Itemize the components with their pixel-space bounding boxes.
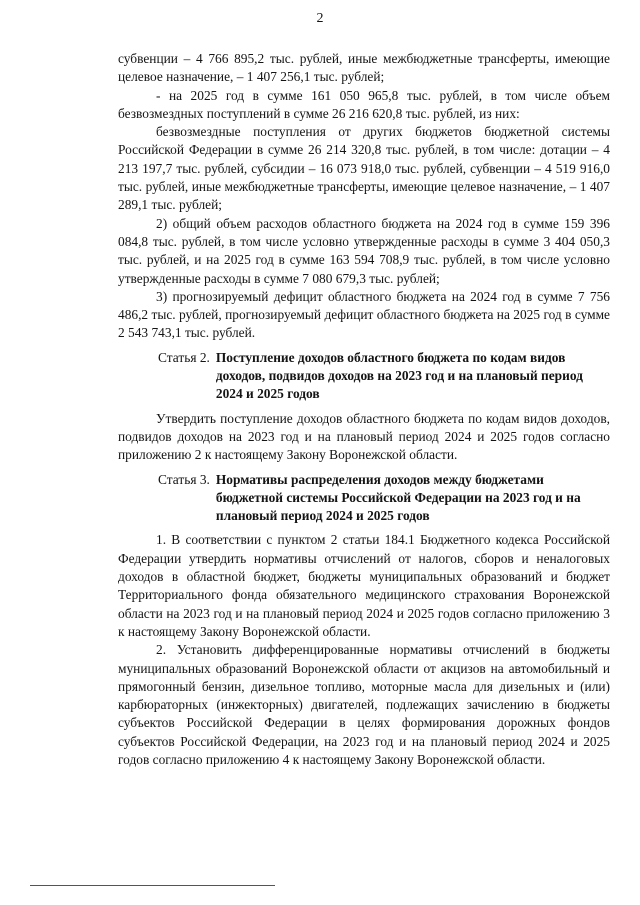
article-3-item-1: 1. В соответствии с пунктом 2 статьи 184.1 Бюджетного кодекса Российской Федерации утвердить нормативы отчислений от налогов, сборов и неналоговых доходов в областной бюджет, бюджеты муниципальных образований и бюджет Территориального фонда обязательного медицинского страхования Воронежской области на 2023 год и на плановый период 2024 и 2025 годов согласно приложению 3 к настоящему Закону Воронежской области. [118,532,610,639]
article-3-item-2: 2. Установить дифференцированные нормативы отчислений в бюджеты муниципальных образований Воронежской области от акцизов на автомобильный и прямогонный бензин, дизельное топливо, моторные масла для дизельных и (или) карбюраторных (инжекторных) двигателей, подлежащих зачислению в бюджеты субъектов Российской Федерации в целях формирования дорожных фондов субъектов Российской Федерации, на 2023 год и на плановый период 2024 и 2025 годов согласно приложению 4 к настоящему Закону Воронежской области. [118,642,610,767]
document-body [118,50,610,769]
paragraph-subventions-2024: субвенции – 4 766 895,2 тыс. рублей, иные межбюджетные трансферты, имеющие целевое назначение, – 1 407 256,1 тыс. рублей; [118,51,610,85]
article-3-title: Нормативы распределения доходов между бюджетами бюджетной системы Российской Федерации на 2023 год и на плановый период 2024 и 2025 годов [215,471,581,524]
page-number: 2 [316,11,324,26]
article-2-title: Поступление доходов областного бюджета по кодам видов доходов, подвидов доходов на 2023 год и на плановый период 2024 и 2025 годов [215,349,583,402]
paragraph-expenditures: 2) общий объем расходов областного бюджета на 2024 год в сумме 159 396 084,8 тыс. рублей, в том числе условно утвержденные расходы в сумме 3 404 050,3 тыс. рублей, и на 2025 год в сумме 163 594 708,9 тыс. рублей, в том числе условно утвержденные расходы в сумме 7 080 679,3 тыс. рублей; [118,215,610,286]
article-2-label: Статья 2. [158,349,210,365]
paragraph-transfers-2025: безвозмездные поступления от других бюджетов бюджетной системы Российской Федерации в сумме 26 214 320,8 тыс. рублей, в том числе: дотации – 4 213 197,7 тыс. рублей, субсидии – 16 073 918,0 тыс. рублей, субвенции – 4 519 916,0 тыс. рублей, иные межбюджетные трансферты, имеющие целевое назначение, – 1 407 289,1 тыс. рублей; [118,124,610,213]
paragraph-deficit: 3) прогнозируемый дефицит областного бюджета на 2024 год в сумме 7 756 486,2 тыс. рублей, прогнозируемый дефицит областного бюджета на 2025 год в сумме 2 543 743,1 тыс. рублей. [118,288,610,341]
article-2-heading [118,349,610,404]
article-3-label: Статья 3. [158,471,210,487]
paragraph-revenue-2025: - на 2025 год в сумме 161 050 965,8 тыс. рублей, в том числе объем безвозмездных поступлений в сумме 26 216 620,8 тыс. рублей, из них: [118,87,610,121]
footer-rule [30,885,275,886]
article-3-heading [118,471,610,526]
article-2-body: Утвердить поступление доходов областного бюджета по кодам видов доходов, подвидов доходов на 2023 год и на плановый период 2024 и 2025 годов согласно приложению 2 к настоящему Закону Воронежской области. [118,410,610,463]
